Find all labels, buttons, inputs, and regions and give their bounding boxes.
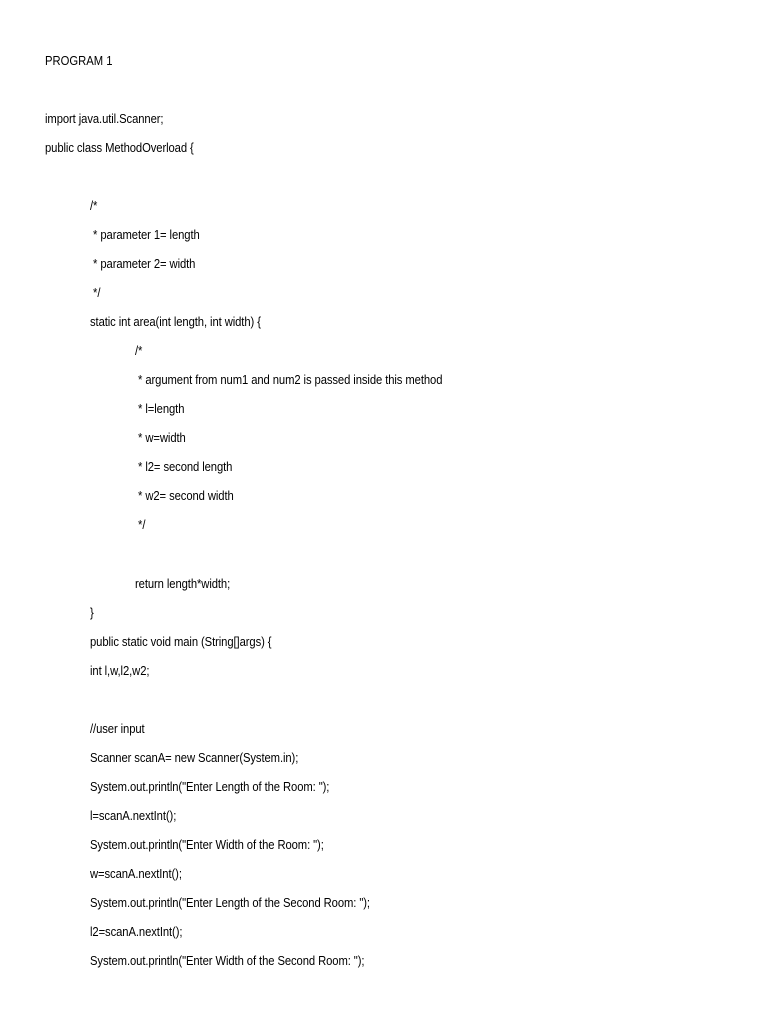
- code-line: */: [90, 286, 101, 300]
- code-line: //user input: [90, 722, 145, 736]
- code-line: public static void main (String[]args) {: [90, 635, 272, 649]
- code-line: import java.util.Scanner;: [45, 112, 164, 126]
- code-line: System.out.println("Enter Length of the Room: ");: [90, 780, 330, 794]
- code-line: int l,w,l2,w2;: [90, 664, 150, 678]
- code-line: /*: [90, 199, 98, 213]
- code-line: * argument from num1 and num2 is passed inside this method: [135, 373, 443, 387]
- code-line: System.out.println("Enter Length of the Second Room: ");: [90, 896, 370, 910]
- document-title: PROGRAM 1: [45, 54, 113, 68]
- code-line: * parameter 2= width: [90, 257, 196, 271]
- code-line: * w2= second width: [135, 489, 234, 503]
- code-line: l2=scanA.nextInt();: [90, 925, 183, 939]
- code-line: w=scanA.nextInt();: [90, 867, 182, 881]
- code-line: }: [90, 606, 94, 620]
- code-line: * w=width: [135, 431, 186, 445]
- code-line: Scanner scanA= new Scanner(System.in);: [90, 751, 299, 765]
- code-line: l=scanA.nextInt();: [90, 809, 177, 823]
- code-line: public class MethodOverload {: [45, 141, 194, 155]
- code-line: * parameter 1= length: [90, 228, 200, 242]
- code-line: /*: [135, 344, 143, 358]
- code-line: System.out.println("Enter Width of the Room: ");: [90, 838, 324, 852]
- code-line: static int area(int length, int width) {: [90, 315, 261, 329]
- code-line: System.out.println("Enter Width of the Second Room: ");: [90, 954, 365, 968]
- code-line: * l2= second length: [135, 460, 233, 474]
- code-line: */: [135, 518, 146, 532]
- code-line: * l=length: [135, 402, 185, 416]
- code-line: return length*width;: [135, 577, 231, 591]
